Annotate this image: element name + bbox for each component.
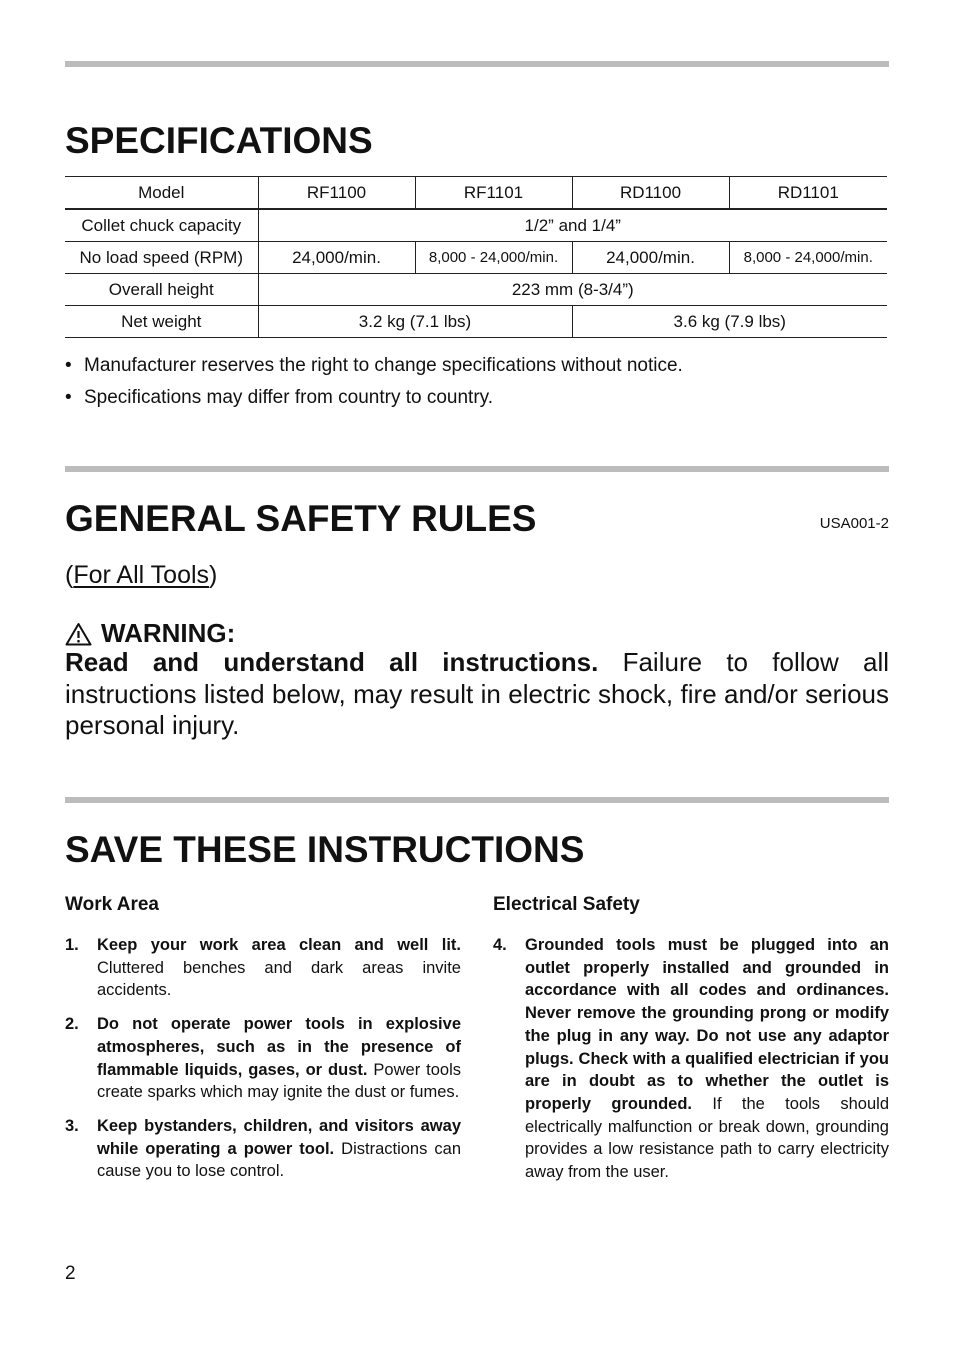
list-item: 2. Do not operate power tools in explosive atmospheres, such as in the presence of flammable liquids, gases, or dust. Power tools create sparks which may ignite the dust or fumes. xyxy=(65,1015,461,1102)
table-row-collet xyxy=(65,209,887,242)
speed-rf1101: 8,000 - 24,000/min. xyxy=(415,242,572,274)
warning-triangle-icon xyxy=(65,622,92,646)
spec-note: • Specifications may differ from country to country. xyxy=(65,384,683,416)
work-area-heading: Work Area xyxy=(65,894,159,915)
model-rf1100: RF1100 xyxy=(258,177,415,210)
page-number: 2 xyxy=(65,1263,76,1284)
spec-note: • Manufacturer reserves the right to change specifications without notice. xyxy=(65,352,683,384)
section-rule-save xyxy=(65,797,889,803)
warning-bold-text: Read and understand all instructions. xyxy=(65,647,599,677)
list-item: 3. Keep bystanders, children, and visitors away while operating a power tool. Distractions can cause you to lose control. xyxy=(65,1116,461,1181)
warning-text: Read and understand all instructions. Failure to follow all instructions listed below, may result in electric shock, fire and/or serious personal injury. xyxy=(65,647,889,740)
table-row-model xyxy=(65,177,887,210)
for-all-tools: (For All Tools) xyxy=(65,561,218,589)
collet-value: 1/2” and 1/4” xyxy=(258,209,887,242)
speed-rd1101: 8,000 - 24,000/min. xyxy=(729,242,887,274)
specifications-table xyxy=(65,176,887,338)
weight-rd: 3.6 kg (7.9 lbs) xyxy=(572,306,887,338)
table-row-speed xyxy=(65,242,887,274)
table-row-weight xyxy=(65,306,887,338)
warning-label: WARNING: xyxy=(101,618,236,648)
model-label: Model xyxy=(65,177,258,210)
section-rule-safety xyxy=(65,466,889,472)
section-rule-top xyxy=(65,61,889,67)
model-rd1100: RD1100 xyxy=(572,177,729,210)
table-row-height xyxy=(65,274,887,306)
height-value: 223 mm (8-3/4”) xyxy=(258,274,887,306)
work-area-column xyxy=(65,893,461,1194)
speed-rd1100: 24,000/min. xyxy=(572,242,729,274)
specifications-title: SPECIFICATIONS xyxy=(65,120,373,161)
speed-label: No load speed (RPM) xyxy=(65,242,258,274)
collet-label: Collet chuck capacity xyxy=(65,209,258,242)
model-rf1101: RF1101 xyxy=(415,177,572,210)
weight-label: Net weight xyxy=(65,306,258,338)
warning-heading xyxy=(65,618,235,649)
for-all-tools-text: For All Tools xyxy=(73,561,210,589)
list-item: 4. Grounded tools must be plugged into an outlet properly installed and grounded in accordance with all codes and ordinances. Never remove the grounding prong or modify the plug in any way. Do not use any adaptor plugs. Check with a qualified electrician if you are in doubt as to whether the outlet is properly grounded. If the tools should electrically malfunction or break down, grounding provides a low resistance path to carry electricity away from the user. xyxy=(493,936,889,1182)
list-item: 1. Keep your work area clean and well lit. Cluttered benches and dark areas invite accidents. xyxy=(65,936,461,1000)
electrical-safety-column xyxy=(493,893,889,1195)
model-rd1101: RD1101 xyxy=(729,177,887,210)
document-code: USA001-2 xyxy=(819,515,889,532)
electrical-safety-heading: Electrical Safety xyxy=(493,894,640,915)
save-instructions-title: SAVE THESE INSTRUCTIONS xyxy=(65,829,585,870)
speed-rf1100: 24,000/min. xyxy=(258,242,415,274)
safety-title: GENERAL SAFETY RULES xyxy=(65,498,537,539)
weight-rf: 3.2 kg (7.1 lbs) xyxy=(258,306,572,338)
height-label: Overall height xyxy=(65,274,258,306)
spec-notes xyxy=(65,352,683,416)
